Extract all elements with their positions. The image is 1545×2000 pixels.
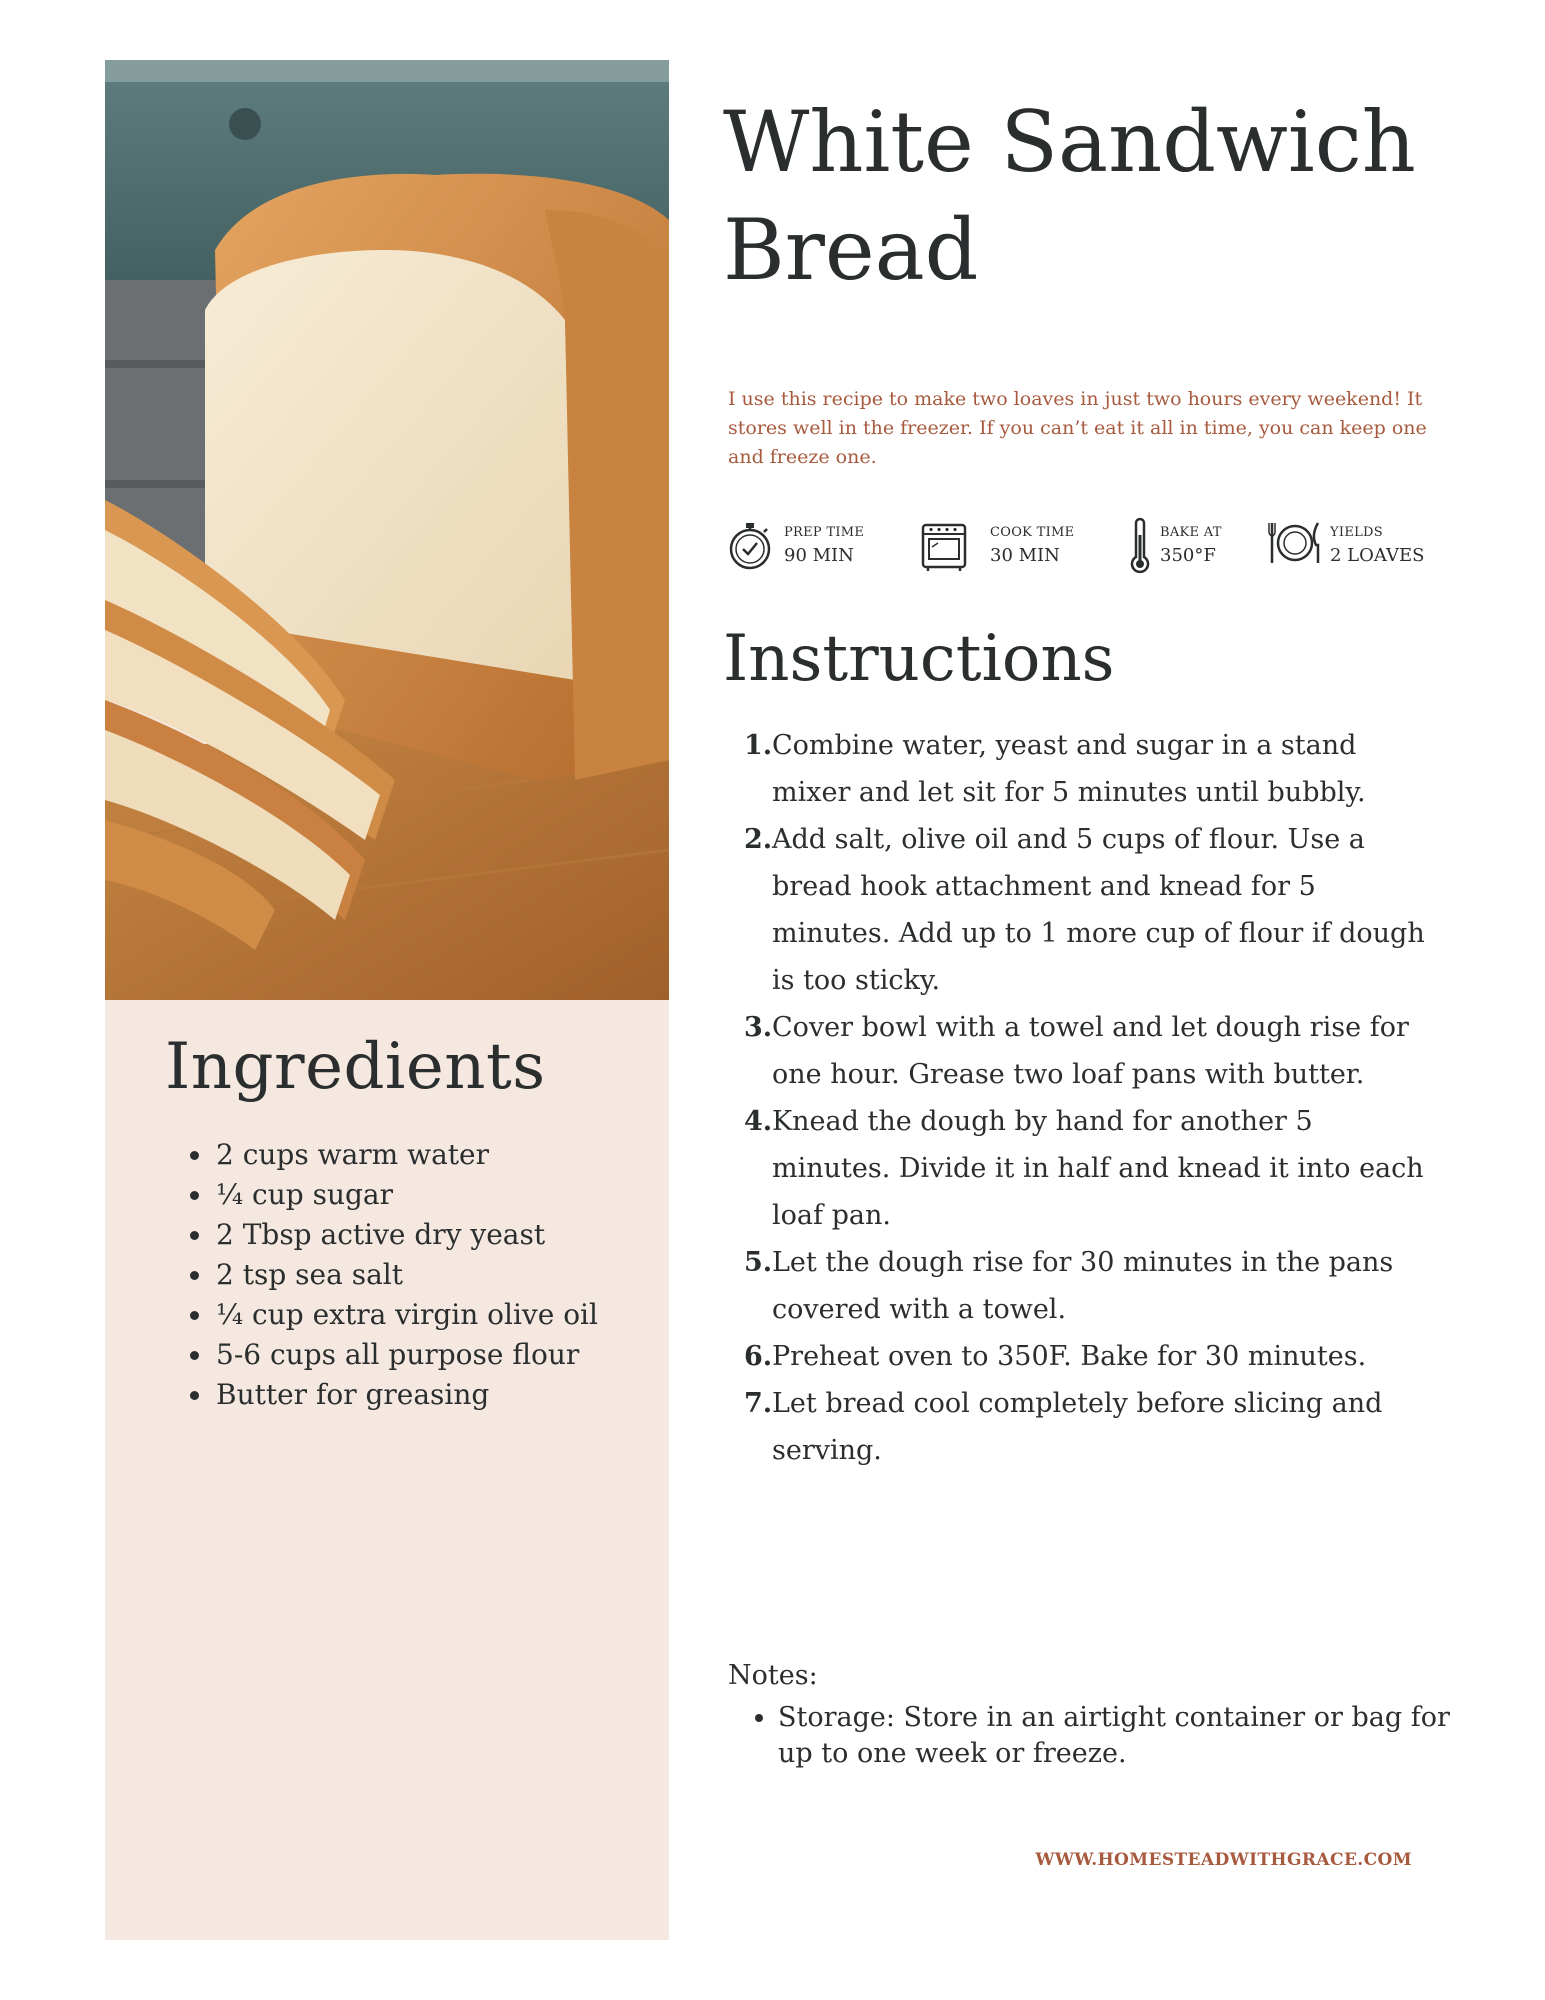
recipe-stats	[728, 515, 1448, 575]
stat-label: YIELDS	[1330, 525, 1383, 540]
step-text: Combine water, yeast and sugar in a stand mixer and let sit for 5 minutes until bubbly.	[772, 730, 1366, 808]
bread-illustration	[105, 60, 669, 1000]
ingredient-item: • 2 tsp sea salt	[214, 1255, 598, 1295]
step-text: Let bread cool completely before slicing and serving.	[772, 1388, 1383, 1466]
notes-list	[742, 1700, 1468, 1772]
instructions-heading: Instructions	[723, 622, 1115, 696]
recipe-title: White Sandwich Bread	[723, 93, 1416, 299]
step-number: 5.	[744, 1247, 773, 1278]
step-text: Preheat oven to 350F. Bake for 30 minutes.	[772, 1341, 1367, 1372]
website-link[interactable]: WWW.HOMESTEADWITHGRACE.COM	[1035, 1850, 1412, 1870]
step-number: 3.	[744, 1012, 773, 1043]
step-text: Knead the dough by hand for another 5 minutes. Divide it in half and knead it into each loaf pan.	[772, 1106, 1424, 1231]
stat-value: 30 MIN	[990, 545, 1060, 566]
plate-utensils-icon	[1268, 517, 1322, 573]
notes-label: Notes:	[728, 1660, 818, 1691]
thermometer-icon	[1128, 517, 1152, 575]
recipe-intro: I use this recipe to make two loaves in just two hours every weekend! It stores well in the freezer. If you can’t eat it all in time, you can keep one and freeze one.	[728, 388, 1427, 468]
instruction-step	[728, 1098, 1428, 1239]
stat-label: PREP TIME	[784, 525, 865, 540]
instruction-step	[728, 1333, 1428, 1380]
bread-photo	[105, 60, 669, 1000]
step-text: Add salt, olive oil and 5 cups of flour. Use a bread hook attachment and knead for 5 minutes. Add up to 1 more cup of flour if dough is too sticky.	[772, 824, 1425, 996]
instruction-step	[728, 1004, 1428, 1098]
step-number: 4.	[744, 1106, 773, 1137]
ingredient-item: • ¼ cup extra virgin olive oil	[214, 1295, 598, 1335]
ingredient-item: • 2 cups warm water	[214, 1135, 598, 1175]
ingredient-item: • 2 Tbsp active dry yeast	[214, 1215, 598, 1255]
ingredient-item: • 5-6 cups all purpose flour	[214, 1335, 598, 1375]
instruction-step	[728, 1380, 1428, 1474]
ingredients-list	[180, 1135, 598, 1415]
stopwatch-icon	[728, 517, 774, 573]
instruction-step	[728, 1239, 1428, 1333]
instruction-step	[728, 816, 1428, 1004]
stat-label: COOK TIME	[990, 525, 1075, 540]
note-item: • Storage: Store in an airtight container or bag for up to one week or freeze.	[778, 1700, 1468, 1772]
instruction-step	[728, 722, 1428, 816]
step-number: 2.	[744, 824, 773, 855]
instructions-list	[728, 722, 1428, 1474]
stat-value: 90 MIN	[784, 545, 854, 566]
step-number: 1.	[744, 730, 773, 761]
step-number: 6.	[744, 1341, 773, 1372]
stat-value: 350°F	[1160, 545, 1216, 566]
stat-value: 2 LOAVES	[1330, 545, 1425, 566]
step-text: Let the dough rise for 30 minutes in the pans covered with a towel.	[772, 1247, 1394, 1325]
step-number: 7.	[744, 1388, 773, 1419]
step-text: Cover bowl with a towel and let dough rise for one hour. Grease two loaf pans with butter.	[772, 1012, 1409, 1090]
ingredients-heading: Ingredients	[165, 1030, 546, 1104]
stat-label: BAKE AT	[1160, 525, 1222, 540]
oven-icon	[920, 517, 968, 573]
ingredient-item: • ¼ cup sugar	[214, 1175, 598, 1215]
ingredient-item: • Butter for greasing	[214, 1375, 598, 1415]
